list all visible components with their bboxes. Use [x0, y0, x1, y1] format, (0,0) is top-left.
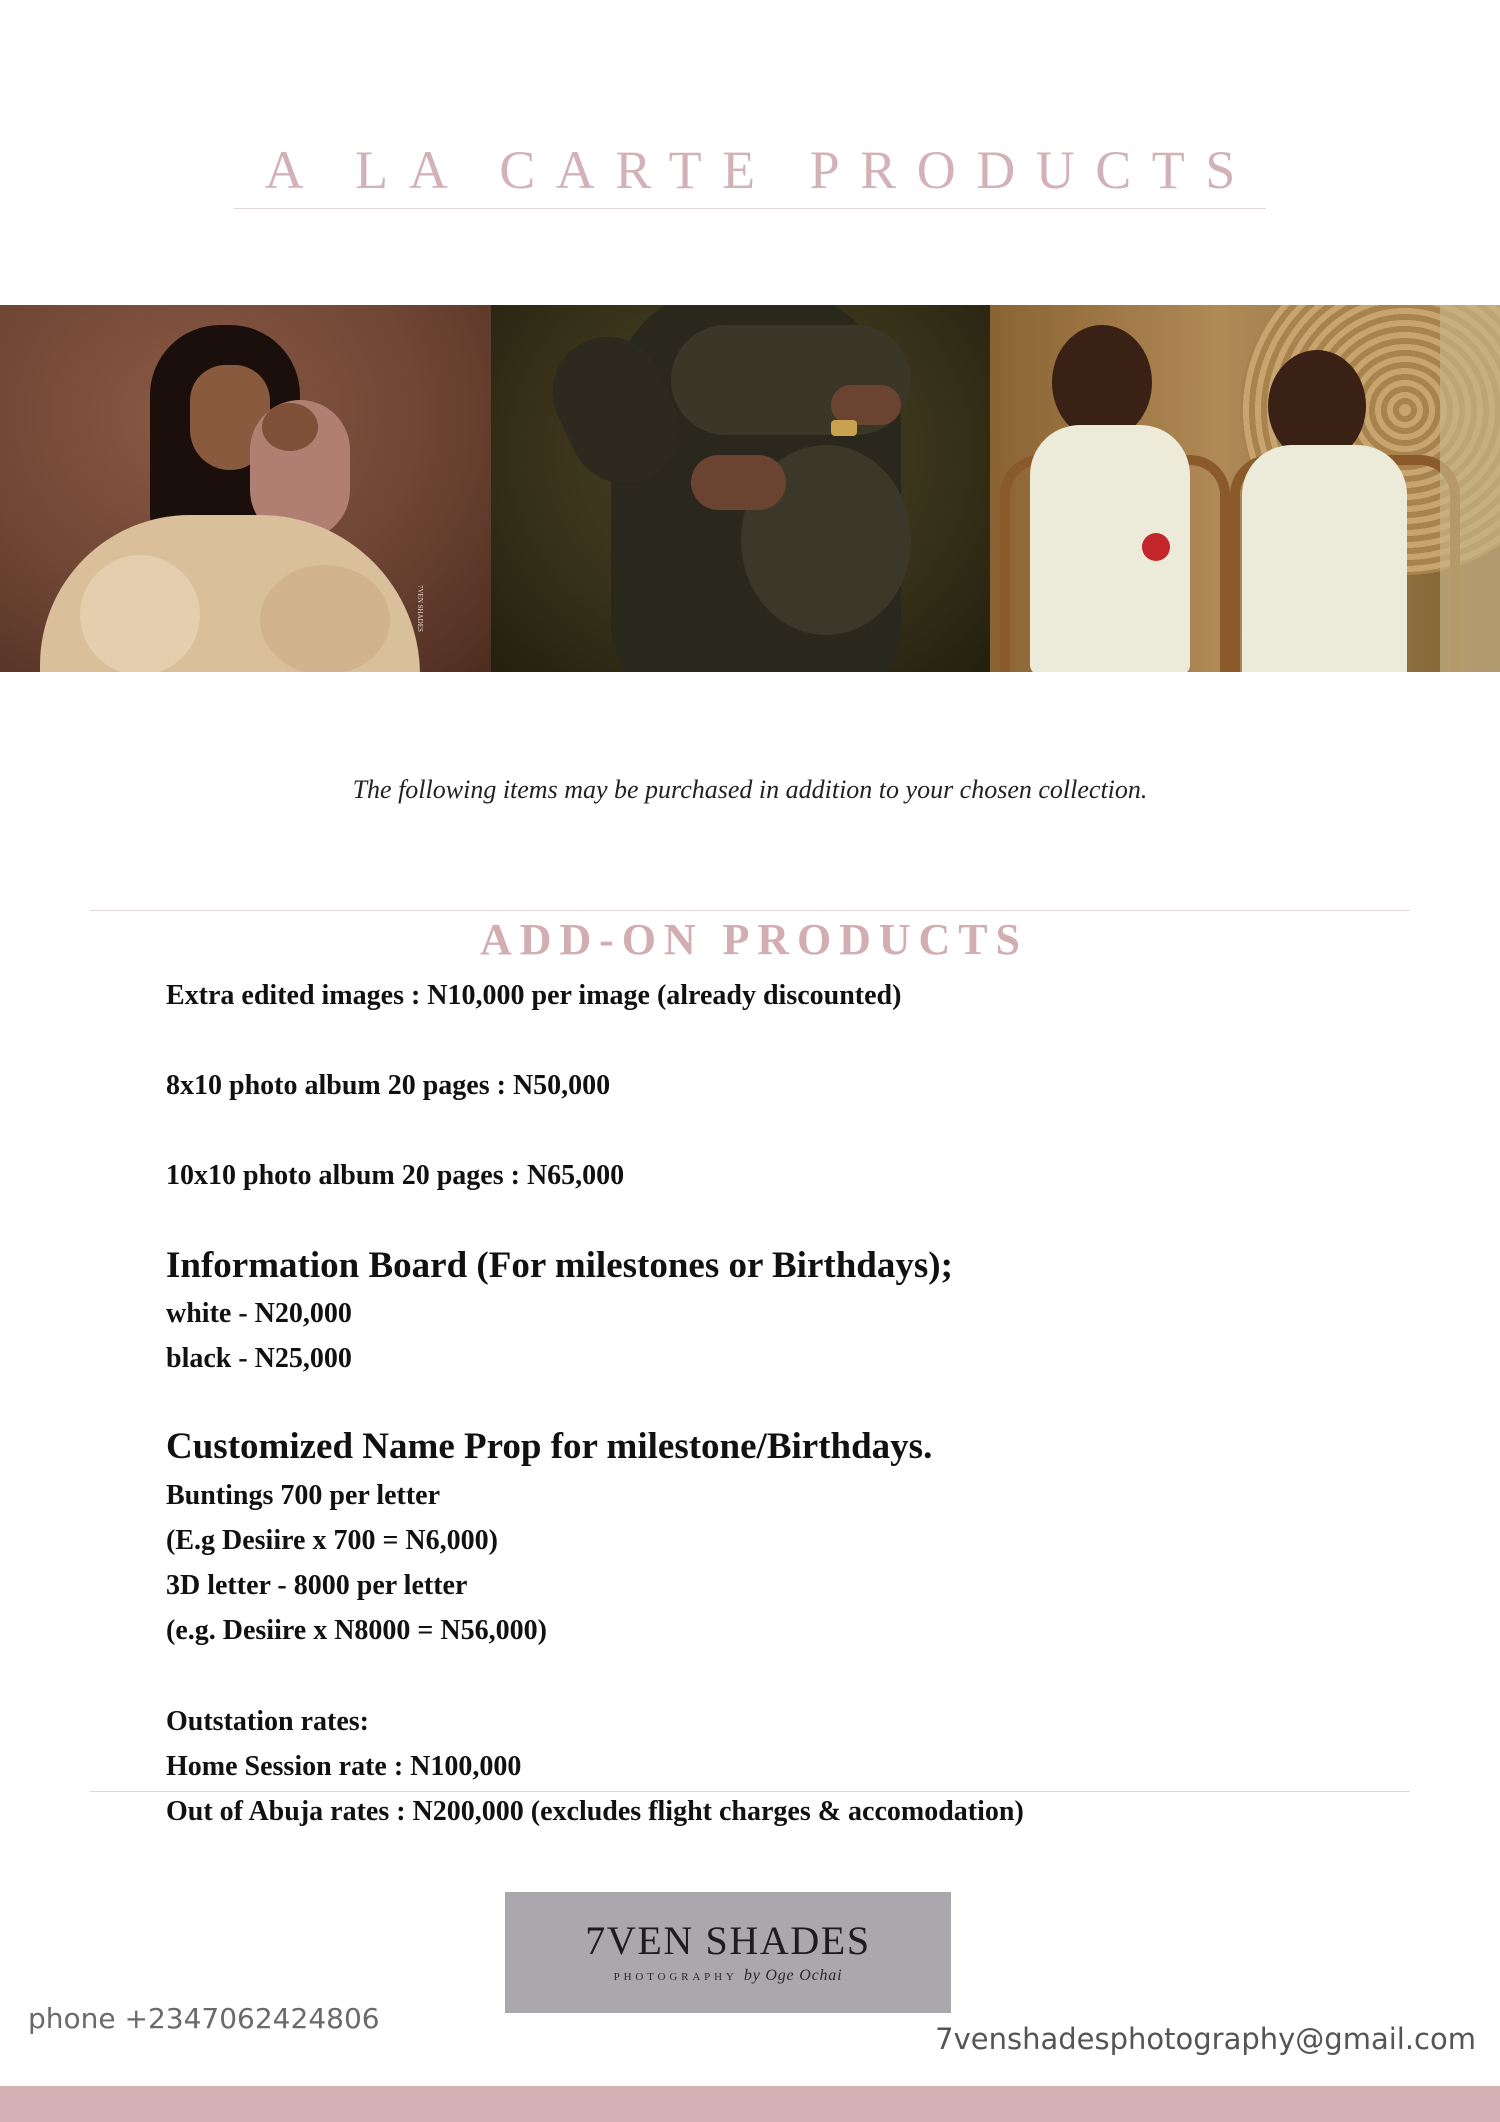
- out-of-abuja-price: Out of Abuja rates : N200,000 (excludes flight charges & accomodation): [166, 1796, 1024, 1827]
- info-board-black: black - N25,000: [166, 1343, 352, 1374]
- title-divider: [234, 208, 1266, 209]
- logo-sub-text: PHOTOGRAPHY: [613, 1970, 738, 1983]
- letter-3d-price: 3D letter - 8000 per letter: [166, 1570, 468, 1601]
- album-8x10-price: 8x10 photo album 20 pages : N50,000: [166, 1070, 611, 1101]
- page-title: A LA CARTE PRODUCTS: [264, 140, 1256, 200]
- footer-bar: [0, 2086, 1500, 2122]
- letter-3d-example: (e.g. Desiire x N8000 = N56,000): [166, 1615, 547, 1646]
- section-divider: [90, 910, 1410, 911]
- buntings-price: Buntings 700 per letter: [166, 1480, 441, 1511]
- email-address: 7venshadesphotography@gmail.com: [935, 2022, 1476, 2056]
- mother-and-newborn-photo: [0, 305, 491, 672]
- maternity-photo: [491, 305, 990, 672]
- addon-heading: ADD-ON PRODUCTS: [480, 915, 1028, 964]
- logo-script: by Oge Ochai: [743, 1966, 843, 1984]
- photo-strip: [0, 305, 1500, 672]
- section-divider: [90, 1791, 1410, 1792]
- info-board-white: white - N20,000: [166, 1298, 352, 1329]
- intro-text: The following items may be purchased in addition to your chosen collection.: [352, 775, 1148, 804]
- extra-images-price: Extra edited images : N10,000 per image (already discounted): [166, 980, 902, 1011]
- logo-wordmark: 7VEN SHADES: [585, 1917, 871, 1963]
- info-board-title: Information Board (For milestones or Birthdays);: [166, 1245, 953, 1286]
- home-session-price: Home Session rate : N100,000: [166, 1751, 522, 1782]
- buntings-example: (E.g Desiire x 700 = N6,000): [166, 1525, 498, 1556]
- album-10x10-price: 10x10 photo album 20 pages : N65,000: [166, 1160, 625, 1191]
- outstation-title: Outstation rates:: [166, 1706, 369, 1737]
- name-prop-title: Customized Name Prop for milestone/Birthdays.: [166, 1426, 933, 1467]
- logo-subtitle: [614, 1967, 843, 1985]
- twin-boys-photo: [990, 305, 1500, 672]
- brand-logo: [505, 1892, 951, 2013]
- photo-watermark: 7VEN SHADES: [416, 585, 424, 632]
- phone-number: phone +2347062424806: [28, 2002, 380, 2035]
